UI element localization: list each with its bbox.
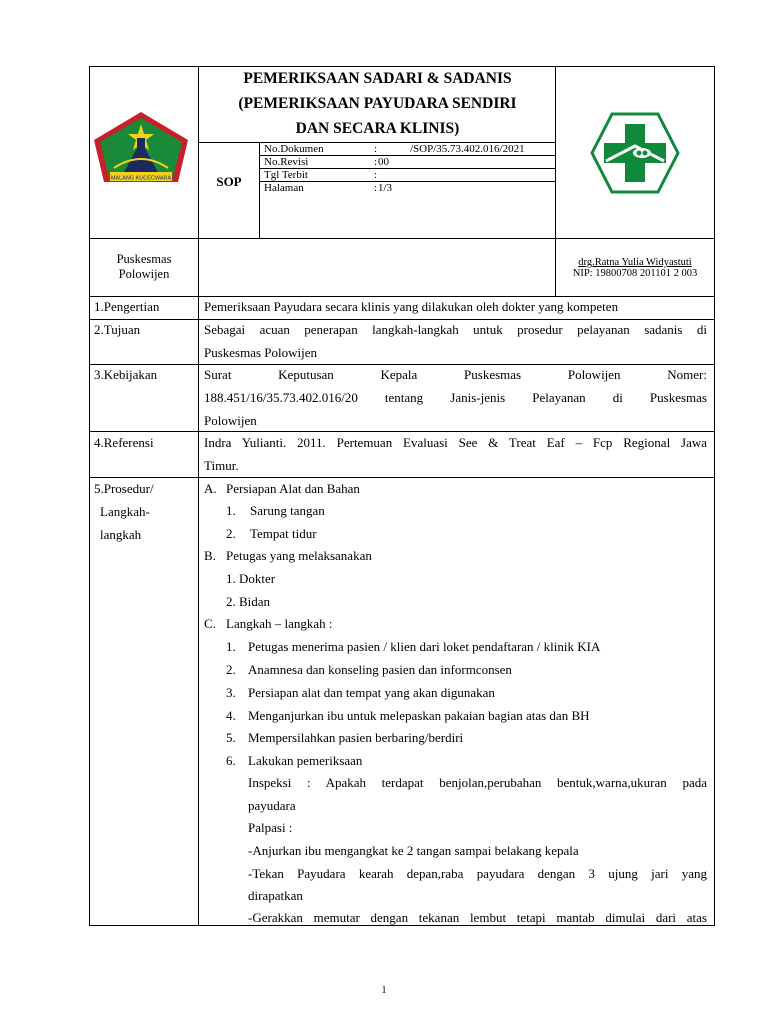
list-item-number: 5.: [226, 730, 236, 745]
list-item-number: 2.: [226, 662, 236, 677]
list-item: Persiapan alat dan tempat yang akan digunakan: [248, 685, 495, 700]
list-item: Lakukan pemeriksaan: [248, 753, 363, 768]
section-c-marker: C.: [204, 616, 216, 631]
list-item-number: 4.: [226, 708, 236, 723]
list-item: Tempat tidur: [250, 526, 317, 541]
list-item-number: 3.: [226, 685, 236, 700]
inspeksi-line1: Inspeksi : Apakah terdapat benjolan,perubahan bentuk,warna,ukuran pada: [248, 775, 707, 790]
row-text-referensi-line2: Timur.: [204, 458, 239, 473]
section-b-title: Petugas yang melaksanakan: [226, 548, 372, 563]
puskesmas-logo: [590, 112, 680, 194]
palpasi-step-1: -Anjurkan ibu mengangkat ke 2 tangan sampai belakang kepala: [248, 843, 579, 858]
section-c-title: Langkah – langkah :: [226, 616, 333, 631]
signatory: [557, 257, 713, 279]
list-item-number: 1.: [226, 503, 236, 518]
list-item-number: 6.: [226, 753, 236, 768]
document-title: [200, 66, 555, 141]
signatory-name: drg.Ratna Yulia Widyastuti: [578, 257, 692, 268]
list-item: Petugas menerima pasien / klien dari loket pendaftaran / klinik KIA: [248, 639, 601, 654]
inspeksi-line2: payudara: [248, 798, 296, 813]
row-text-referensi-line1: Indra Yulianti. 2011. Pertemuan Evaluasi See & Treat Eaf – Fcp Regional Jawa: [204, 435, 707, 450]
row-label-kebijakan: 3.Kebijakan: [94, 367, 158, 382]
palpasi-title: Palpasi :: [248, 820, 293, 835]
title-line-3: DAN SECARA KLINIS): [295, 120, 460, 137]
list-item: Mempersilahkan pasien berbaring/berdiri: [248, 730, 464, 745]
malang-city-logo: [92, 110, 190, 190]
list-item-number: 2.: [226, 526, 236, 541]
list-item: Menganjurkan ibu untuk melepaskan pakaian bagian atas dan BH: [248, 708, 590, 723]
title-line-1: PEMERIKSAAN SADARI & SADANIS: [243, 70, 512, 87]
page-number: 1: [381, 985, 387, 996]
row-label-prosedur: 5.Prosedur/ Langkah- langkah: [94, 481, 154, 542]
row-label-pengertian: 1.Pengertian: [94, 299, 160, 314]
row-text-kebijakan-line1: Surat Keputusan Kepala Puskesmas Polowijen Nomer:: [204, 367, 707, 382]
palpasi-step-2-line1: -Tekan Payudara kearah depan,raba payudara dengan 3 ujung jari yang: [248, 866, 707, 881]
signatory-nip: NIP: 19800708 201101 2 003: [572, 268, 698, 279]
sop-label: SOP: [216, 174, 242, 189]
row-text-pengertian: Pemeriksaan Payudara secara klinis yang dilakukan oleh dokter yang kompeten: [204, 299, 619, 314]
list-item: Anamnesa dan konseling pasien dan informconsen: [248, 662, 512, 677]
palpasi-step-3: -Gerakkan memutar dengan tekanan lembut tetapi mantab dimulai dari atas: [248, 910, 707, 925]
list-item-number: 1.: [226, 639, 236, 654]
section-b-marker: B.: [204, 548, 216, 563]
row-text-tujuan-line1: Sebagai acuan penerapan langkah-langkah untuk prosedur pelayanan sadanis di: [204, 322, 707, 337]
list-item: Sarung tangan: [250, 503, 325, 518]
row-text-kebijakan-line2: 188.451/16/35.73.402.016/20 tentang Janis-jenis Pelayanan di Puskesmas: [204, 390, 707, 405]
section-a-title: Persiapan Alat dan Bahan: [226, 481, 360, 496]
row-label-referensi: 4.Referensi: [94, 435, 154, 450]
palpasi-step-2-line2: dirapatkan: [248, 888, 303, 903]
row-label-tujuan: 2.Tujuan: [94, 322, 141, 337]
title-line-2: (PEMERIKSAAN PAYUDARA SENDIRI: [238, 95, 517, 112]
row-text-kebijakan-line3: Polowijen: [204, 413, 257, 428]
list-item: 1. Dokter: [226, 571, 276, 586]
organization-name: Puskesmas Polowijen: [116, 252, 172, 281]
row-text-tujuan-line2: Puskesmas Polowijen: [204, 345, 318, 360]
list-item: 2. Bidan: [226, 594, 271, 609]
section-a-marker: A.: [204, 481, 217, 496]
logo-motto-text: MALANG KUCECWARA: [110, 175, 172, 182]
